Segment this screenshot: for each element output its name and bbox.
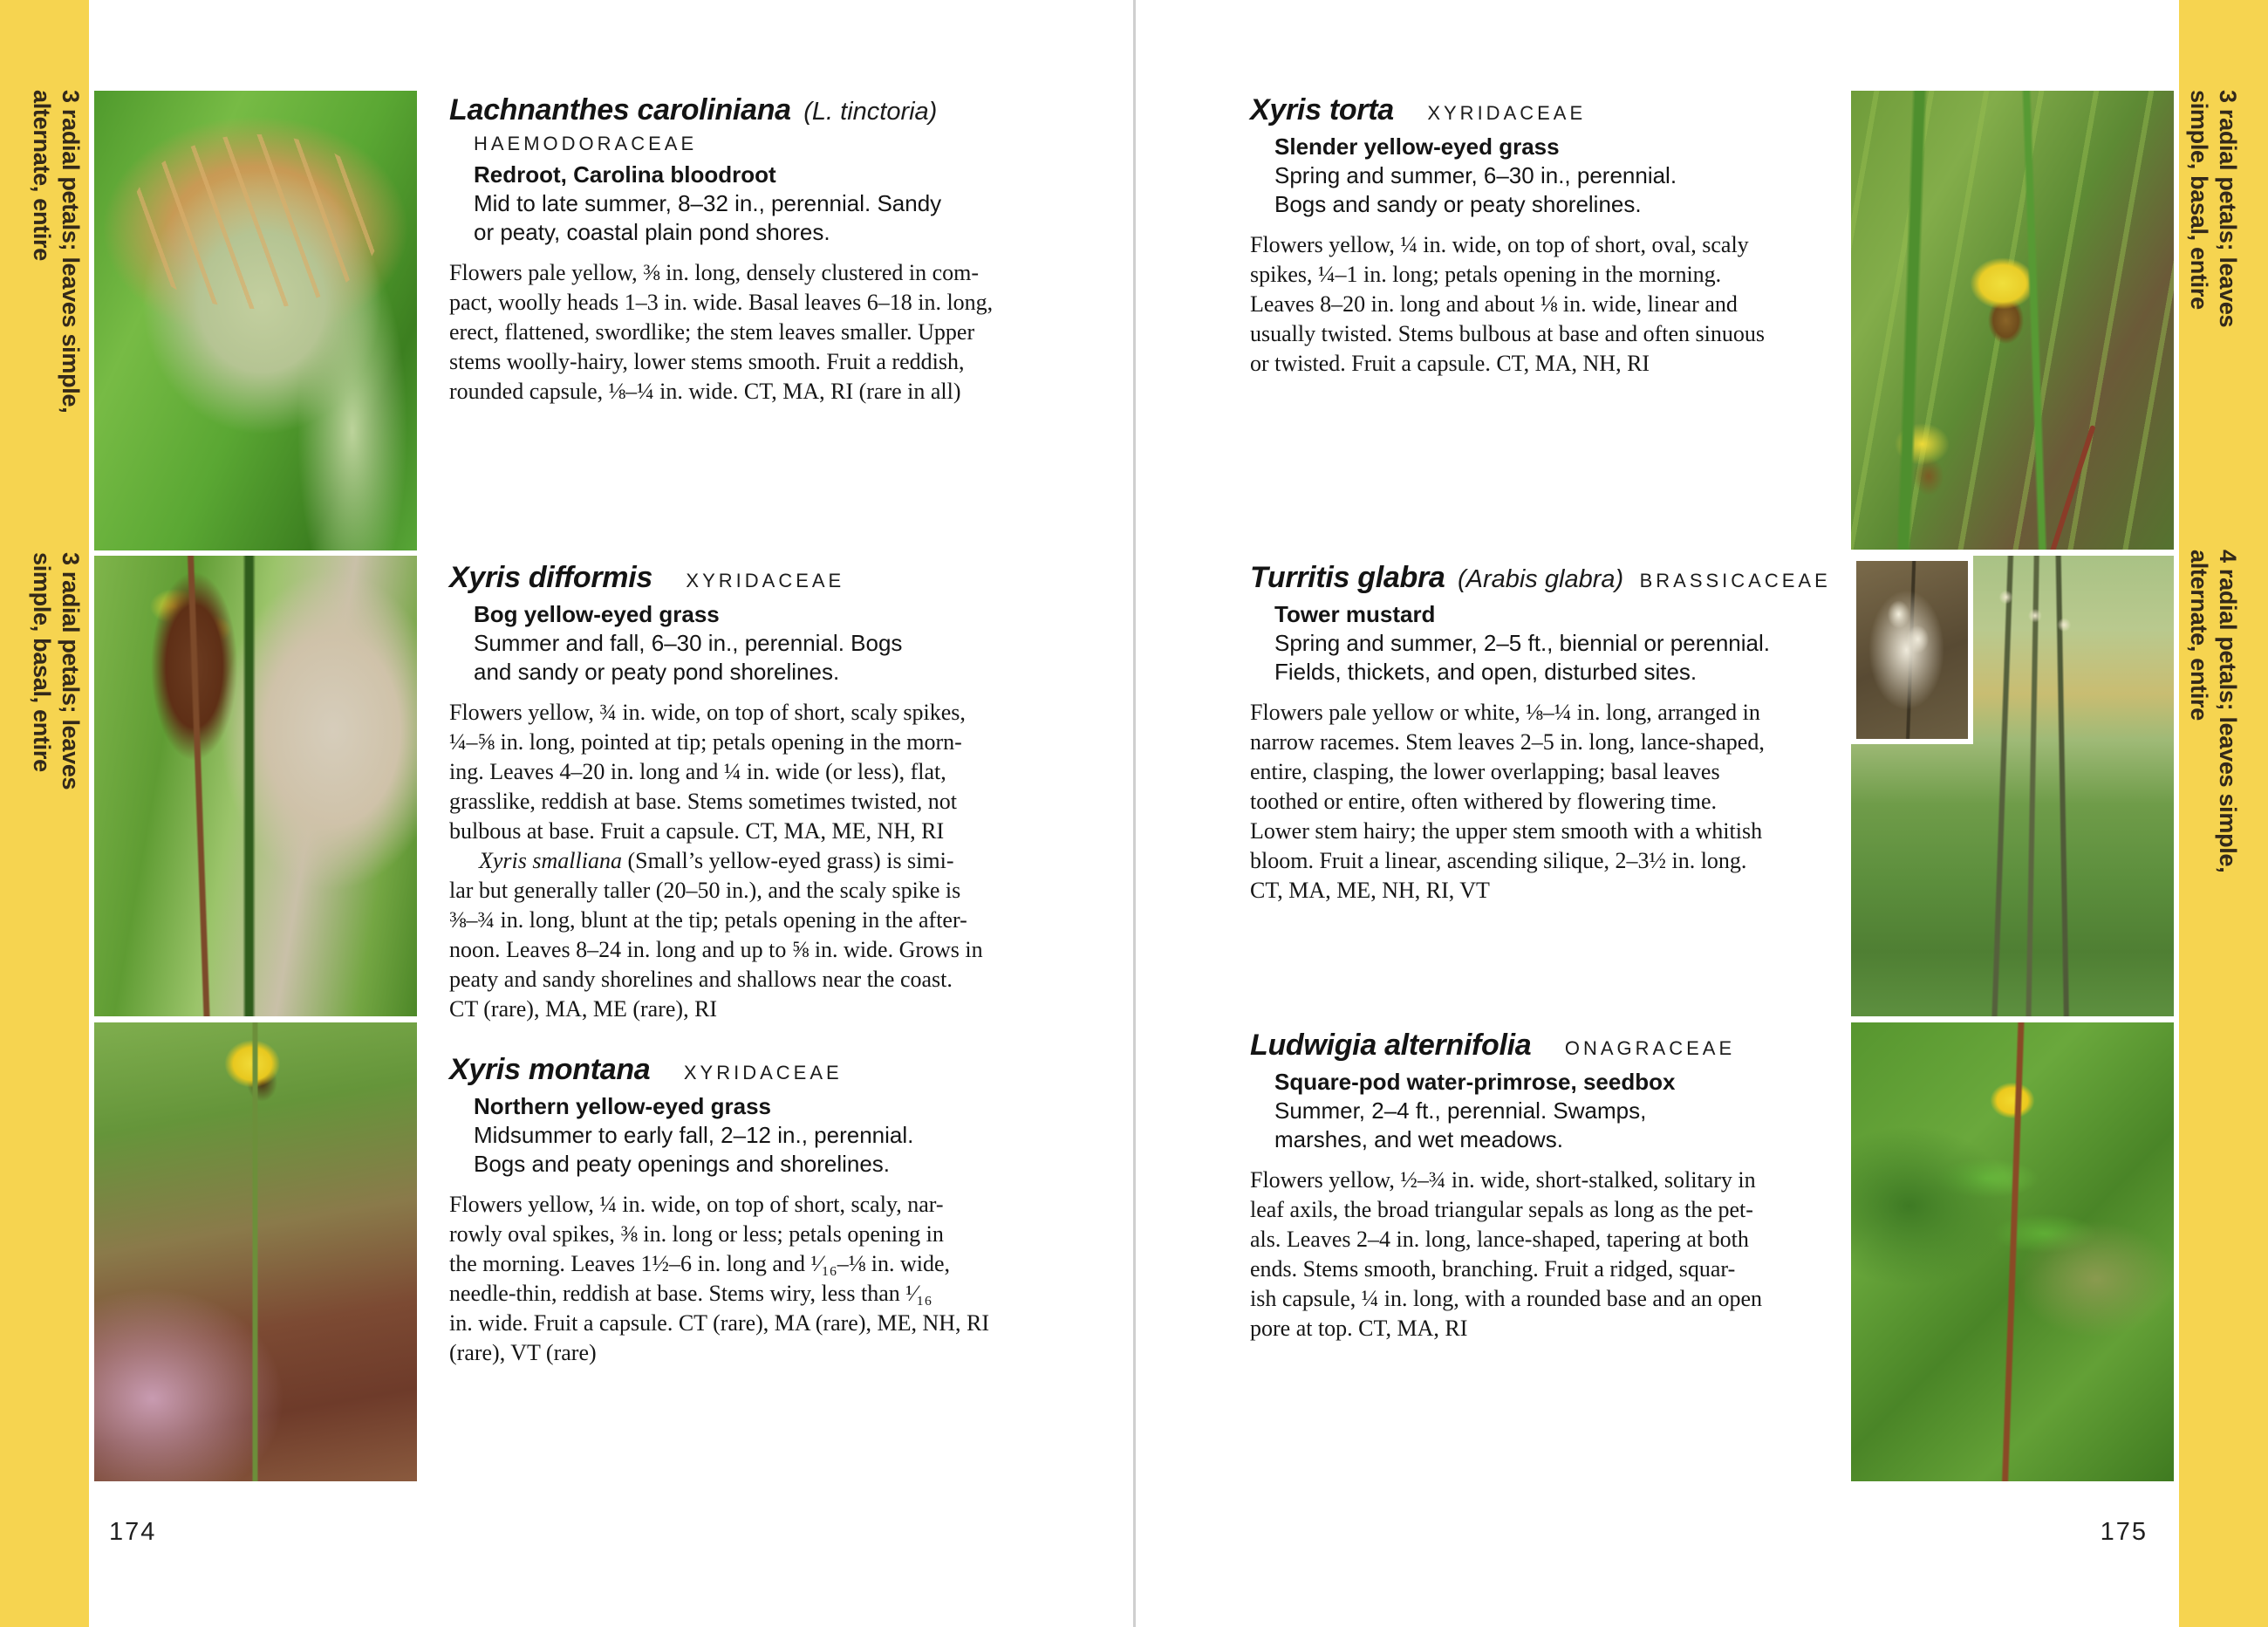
species-synonym: (Arabis glabra) [1457, 565, 1624, 593]
species-description [1250, 230, 1852, 379]
photo-xyris-difformis [94, 556, 417, 1016]
species-description [449, 698, 1051, 1024]
photo-xyris-torta [1851, 91, 2174, 550]
season-line: Bogs and peaty openings and shorelines. [474, 1151, 891, 1177]
family-name: HAEMODORACEAE [474, 133, 698, 154]
family-name: BRASSICACEAE [1639, 570, 1831, 591]
species-synonym: (L. tinctoria) [803, 98, 938, 126]
photo-xyris-montana [94, 1022, 417, 1481]
body-line: ends. Stems smooth, branching. Fruit a ridged, squar- [1250, 1256, 1736, 1282]
body-line: narrow racemes. Stem leaves 2–5 in. long, lance-shaped, [1250, 729, 1765, 755]
tab-line: alternate, entire [2186, 550, 2212, 721]
body-text: (Small’s yellow-eyed grass) is simi- [621, 848, 954, 873]
species-header [1274, 600, 1852, 687]
species-name: Ludwigia alternifolia [1250, 1029, 1532, 1062]
common-name: Northern yellow-eyed grass [474, 1093, 771, 1119]
body-line: erect, flattened, swordlike; the stem leaves smaller. Upper [449, 319, 975, 345]
body-line: the morning. Leaves 1½–6 in. long and ¹⁄₁₆–⅛ in. wide, [449, 1251, 951, 1276]
species-title-row [449, 1052, 1051, 1087]
body-line: noon. Leaves 8–24 in. long and up to ⅝ in. wide. Grows in [449, 937, 983, 962]
species-name: Xyris torta [1250, 93, 1394, 126]
body-line: rowly oval spikes, ⅜ in. long or less; petals opening in [449, 1221, 944, 1247]
body-line: CT (rare), MA, ME (rare), RI [449, 996, 718, 1022]
season-line: or peaty, coastal plain pond shores. [474, 219, 830, 245]
species-title-row [1250, 560, 1852, 595]
similar-species-name: Xyris smalliana [479, 848, 622, 873]
body-line: Flowers yellow, ½–¾ in. wide, short-stalked, solitary in [1250, 1167, 1756, 1193]
entry-turritis-glabra [1250, 560, 1852, 906]
species-title-row [449, 92, 1051, 127]
body-line: entire, clasping, the lower overlapping; basal leaves [1250, 759, 1720, 784]
tab-line: alternate, entire [29, 90, 55, 261]
page-number-right: 175 [2100, 1518, 2148, 1546]
body-line: ing. Leaves 4–20 in. long and ¼ in. wide (or less), flat, [449, 759, 946, 784]
common-name: Square-pod water-primrose, seedbox [1274, 1069, 1676, 1095]
right-tab-3-radial-basal [2184, 90, 2242, 327]
species-description [449, 1190, 1051, 1368]
body-line: leaf axils, the broad triangular sepals as long as the pet- [1250, 1197, 1753, 1222]
season-line: Summer, 2–4 ft., perennial. Swamps, [1274, 1097, 1647, 1124]
body-line: or twisted. Fruit a capsule. CT, MA, NH, RI [1250, 351, 1650, 376]
common-name: Redroot, Carolina bloodroot [474, 161, 776, 188]
body-line: Leaves 8–20 in. long and about ⅛ in. wide, linear and [1250, 291, 1738, 317]
photo-ludwigia-alternifolia [1851, 1022, 2174, 1481]
body-line: spikes, ¼–1 in. long; petals opening in the morning. [1250, 262, 1722, 287]
season-line: Spring and summer, 2–5 ft., biennial or perennial. [1274, 630, 1771, 656]
family-name: XYRIDACEAE [686, 570, 845, 591]
red-stem-shape [2047, 425, 2095, 550]
entry-xyris-torta [1250, 92, 1852, 379]
season-line: Midsummer to early fall, 2–12 in., perennial. [474, 1122, 914, 1148]
entry-xyris-difformis [449, 560, 1051, 1024]
common-name: Bog yellow-eyed grass [474, 601, 720, 627]
species-description [1250, 1166, 1852, 1343]
right-tab-4-radial-alternate [2184, 550, 2242, 872]
tab-line: simple, basal, entire [29, 552, 55, 772]
species-header [474, 1092, 1051, 1179]
tab-line: 3 radial petals; leaves simple, [58, 90, 84, 414]
species-name: Lachnanthes caroliniana [449, 93, 791, 126]
body-line: Flowers pale yellow or white, ⅛–¼ in. long, arranged in [1250, 700, 1760, 725]
species-title-row [449, 560, 1051, 595]
family-name: XYRIDACEAE [1427, 102, 1587, 124]
species-name: Xyris difformis [449, 561, 652, 594]
body-line: CT, MA, ME, NH, RI, VT [1250, 878, 1490, 903]
season-line: marshes, and wet meadows. [1274, 1126, 1563, 1152]
body-line: (rare), VT (rare) [449, 1340, 597, 1365]
season-line: Bogs and sandy or peaty shorelines. [1274, 191, 1642, 217]
body-line: rounded capsule, ⅛–¼ in. wide. CT, MA, RI (rare in all) [449, 379, 961, 404]
tab-line: simple, basal, entire [2186, 90, 2212, 310]
species-name: Xyris montana [449, 1053, 651, 1086]
body-line: Lower stem hairy; the upper stem smooth with a whitish [1250, 818, 1763, 844]
species-description [449, 258, 1051, 407]
season-line: and sandy or peaty pond shorelines. [474, 659, 840, 685]
body-line: grasslike, reddish at base. Stems sometimes twisted, not [449, 789, 958, 814]
tab-line: 3 radial petals; leaves [2215, 90, 2241, 328]
body-line: Flowers yellow, ¾ in. wide, on top of short, scaly spikes, [449, 700, 966, 725]
family-name: XYRIDACEAE [683, 1062, 843, 1084]
body-line: als. Leaves 2–4 in. long, lance-shaped, tapering at both [1250, 1227, 1749, 1252]
tab-line: 4 radial petals; leaves simple, [2215, 550, 2241, 873]
body-line: ¼–⅝ in. long, pointed at tip; petals opening in the morn- [449, 729, 962, 755]
season-line: Mid to late summer, 8–32 in., perennial. Sandy [474, 190, 942, 216]
family-name: ONAGRACEAE [1564, 1037, 1736, 1059]
species-header [1274, 1068, 1852, 1154]
species-header [474, 161, 1051, 247]
photo-lachnanthes-caroliniana [94, 91, 417, 550]
body-line: toothed or entire, often withered by flowering time. [1250, 789, 1718, 814]
left-tab-3-radial-alternate [27, 90, 85, 413]
body-line: usually twisted. Stems bulbous at base and often sinuous [1250, 321, 1766, 346]
photo-turritis-glabra-inset [1851, 556, 1973, 744]
common-name: Tower mustard [1274, 601, 1436, 627]
body-line: ish capsule, ¼ in. long, with a rounded base and an open [1250, 1286, 1763, 1311]
tab-line: 3 radial petals; leaves [58, 552, 84, 790]
body-line: Flowers yellow, ¼ in. wide, on top of short, oval, scaly [1250, 232, 1749, 257]
body-line: stems woolly-hairy, lower stems smooth. Fruit a reddish, [449, 349, 965, 374]
body-line: bulbous at base. Fruit a capsule. CT, MA, ME, NH, RI [449, 818, 945, 844]
body-line: lar but generally taller (20–50 in.), and the scaly spike is [449, 878, 961, 903]
species-description [1250, 698, 1852, 906]
page-gutter-divider [1133, 0, 1136, 1627]
species-header [1274, 133, 1852, 219]
entry-lachnanthes-caroliniana [449, 92, 1051, 407]
body-line: pore at top. CT, MA, RI [1250, 1316, 1468, 1341]
species-title-row [1250, 92, 1852, 127]
body-line: Flowers pale yellow, ⅜ in. long, densely clustered in com- [449, 260, 980, 285]
body-line: Flowers yellow, ¼ in. wide, on top of short, scaly, nar- [449, 1192, 944, 1217]
woolly-flower-head-shape [129, 134, 382, 309]
photo-turritis-glabra [1851, 556, 2174, 1016]
body-line: pact, woolly heads 1–3 in. wide. Basal leaves 6–18 in. long, [449, 290, 994, 315]
species-title-row [1250, 1028, 1852, 1063]
common-name: Slender yellow-eyed grass [1274, 133, 1560, 160]
body-line: needle-thin, reddish at base. Stems wiry, less than ¹⁄₁₆ [449, 1281, 932, 1306]
body-line [449, 846, 1051, 876]
entry-xyris-montana [449, 1052, 1051, 1368]
body-line: bloom. Fruit a linear, ascending silique, 2–3½ in. long. [1250, 848, 1747, 873]
season-line: Spring and summer, 6–30 in., perennial. [1274, 162, 1677, 188]
species-name: Turritis glabra [1250, 561, 1445, 594]
season-line: Summer and fall, 6–30 in., perennial. Bogs [474, 630, 903, 656]
page-number-left: 174 [109, 1518, 157, 1546]
body-line: peaty and sandy shorelines and shallows near the coast. [449, 967, 953, 992]
season-line: Fields, thickets, and open, disturbed sites. [1274, 659, 1698, 685]
body-line: in. wide. Fruit a capsule. CT (rare), MA (rare), ME, NH, RI [449, 1310, 990, 1336]
entry-ludwigia-alternifolia [1250, 1028, 1852, 1343]
body-line: ⅜–¾ in. long, blunt at the tip; petals opening in the after- [449, 907, 967, 933]
species-header [474, 600, 1051, 687]
left-tab-3-radial-basal [27, 552, 85, 790]
